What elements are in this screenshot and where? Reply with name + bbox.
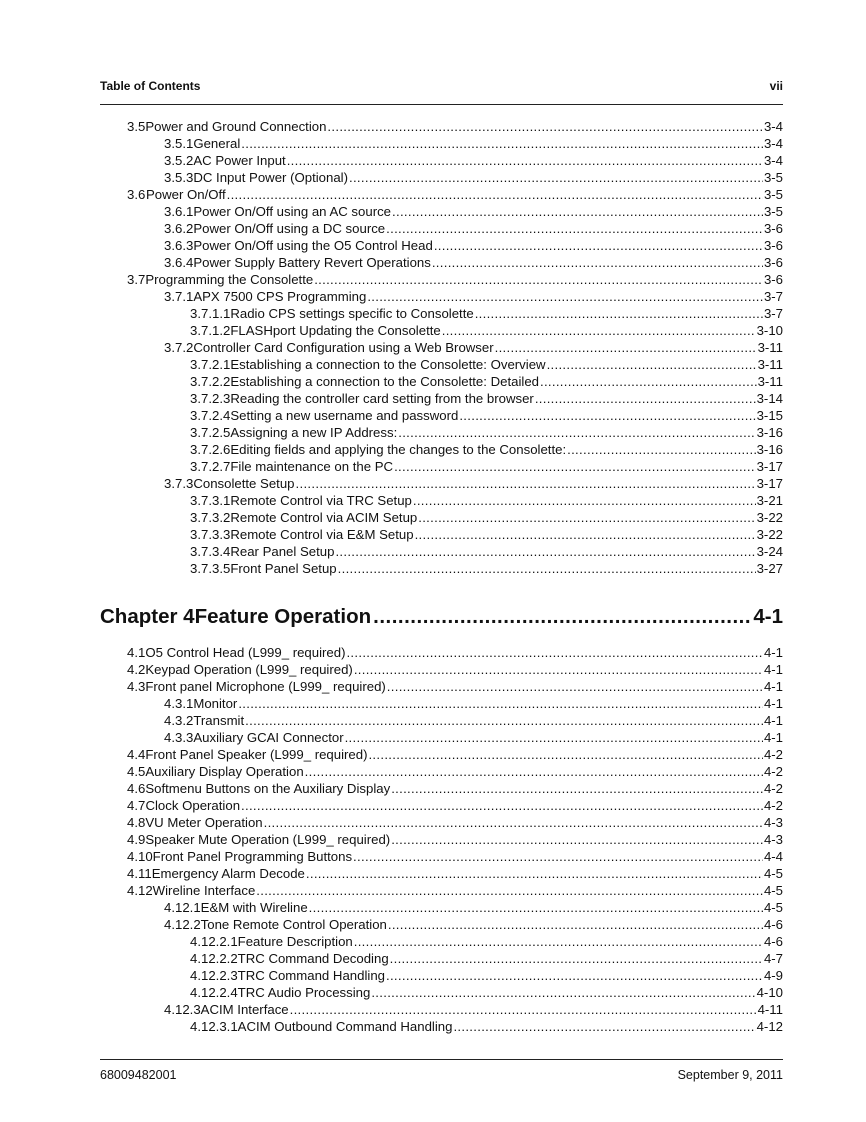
toc-leader-dots	[309, 900, 763, 915]
header-page-number: vii	[769, 79, 783, 93]
toc-entry-page: 4-6	[763, 934, 783, 949]
toc-leader-dots	[335, 544, 755, 559]
toc-entry[interactable]	[127, 660, 783, 677]
toc-entry-title: Power Supply Battery Revert Operations	[193, 255, 431, 270]
toc-entry[interactable]	[127, 830, 783, 847]
toc-entry[interactable]	[164, 694, 783, 711]
toc-leader-dots	[475, 306, 763, 321]
toc-entry-page: 3-27	[756, 561, 783, 576]
toc-entry[interactable]	[190, 304, 783, 321]
toc-entry-title: TRC Audio Processing	[237, 985, 371, 1000]
toc-entry-page: 3-4	[763, 153, 783, 168]
toc-leader-dots	[540, 374, 757, 389]
toc-entry[interactable]	[164, 151, 783, 168]
toc-entry-title: Front Panel Setup	[230, 561, 337, 576]
toc-entry-number: 3.6.3	[164, 238, 194, 253]
toc-leader-dots	[495, 340, 757, 355]
toc-leader-dots	[453, 1019, 755, 1034]
toc-entry-page: 3-14	[756, 391, 783, 406]
toc-entry-page: 3-4	[763, 119, 783, 134]
toc-entry-title: Monitor	[193, 696, 238, 711]
toc-entry[interactable]	[127, 270, 783, 287]
toc-entry[interactable]	[190, 457, 783, 474]
toc-entry-page: 3-16	[756, 425, 783, 440]
toc-entry[interactable]	[164, 236, 783, 253]
toc-entry[interactable]	[190, 1017, 783, 1034]
toc-entry-page: 4-10	[756, 985, 783, 1000]
toc-entry[interactable]	[190, 508, 783, 525]
toc-entry-title: Tone Remote Control Operation	[200, 917, 387, 932]
toc-entry-number: 4.11	[127, 866, 152, 881]
toc-entry[interactable]	[190, 491, 783, 508]
toc-entry-number: 3.7.2	[164, 340, 194, 355]
toc-entry-number: 4.12.1	[164, 900, 201, 915]
toc-entry-number: 3.7.2.7	[190, 459, 231, 474]
toc-entry[interactable]	[127, 762, 783, 779]
toc-entry-number: 3.6.4	[164, 255, 194, 270]
toc-entry-title: Controller Card Configuration using a Web Browser	[193, 340, 494, 355]
toc-entry-number: 4.12	[127, 883, 153, 898]
toc-entry-title: Power On/Off using the O5 Control Head	[193, 238, 433, 253]
toc-entry-number: 3.7.2.5	[190, 425, 231, 440]
toc-entry-page: 3-11	[757, 357, 783, 372]
toc-entry-page: 3-7	[763, 306, 783, 321]
toc-leader-dots	[415, 527, 756, 542]
chapter-page: 4-1	[753, 605, 783, 628]
toc-leader-dots	[567, 442, 755, 457]
toc-entry-title: Power and Ground Connection	[145, 119, 327, 134]
toc-entry-page: 4-12	[756, 1019, 783, 1034]
toc-entry[interactable]	[127, 677, 783, 694]
toc-entry-title: O5 Control Head (L999_ required)	[145, 645, 346, 660]
toc-leader-dots	[296, 476, 756, 491]
toc-leader-dots	[290, 1002, 757, 1017]
toc-entry-number: 3.7.3.4	[190, 544, 231, 559]
toc-entry[interactable]	[127, 881, 783, 898]
toc-leader-dots	[459, 408, 755, 423]
toc-leader-dots	[354, 934, 763, 949]
toc-entry-number: 3.7.2.1	[190, 357, 231, 372]
toc-entry-number: 3.7.1.2	[190, 323, 231, 338]
toc-entry[interactable]	[190, 389, 783, 406]
toc-leader-dots	[256, 883, 763, 898]
toc-entry-page: 3-17	[756, 476, 783, 491]
toc-entry-page: 3-21	[756, 493, 783, 508]
toc-entry-page: 3-5	[763, 187, 783, 202]
footer-divider	[100, 1059, 783, 1060]
toc-entry-page: 3-4	[763, 136, 783, 151]
toc-entry-title: Establishing a connection to the Consolette: Detailed	[230, 374, 539, 389]
toc-entry-page: 3-6	[763, 221, 783, 236]
toc-entry-page: 4-2	[763, 747, 783, 762]
toc-entry-title: Clock Operation	[145, 798, 241, 813]
toc-entry-title: Establishing a connection to the Consolette: Overview	[230, 357, 546, 372]
toc-entry[interactable]	[127, 745, 783, 762]
toc-leader-dots	[238, 696, 763, 711]
toc-entry-number: 4.12.2.3	[190, 968, 238, 983]
toc-leader-dots	[390, 951, 763, 966]
toc-leader-dots	[227, 187, 763, 202]
toc-entry-title: ACIM Interface	[200, 1002, 289, 1017]
chapter-label: Chapter 4	[100, 605, 195, 628]
toc-entry-page: 3-17	[756, 459, 783, 474]
toc-entry-title: Softmenu Buttons on the Auxiliary Display	[145, 781, 391, 796]
toc-entry-title: E&M with Wireline	[200, 900, 308, 915]
toc-entry-page: 4-1	[763, 713, 783, 728]
toc-entry-number: 3.7.2.4	[190, 408, 231, 423]
toc-entry-page: 3-15	[756, 408, 783, 423]
toc-entry-number: 3.7	[127, 272, 146, 287]
toc-entry-title: APX 7500 CPS Programming	[193, 289, 367, 304]
toc-entry-number: 3.7.2.2	[190, 374, 231, 389]
toc-leader-dots	[413, 493, 756, 508]
toc-leader-dots	[327, 119, 763, 134]
toc-leader-dots	[305, 764, 763, 779]
toc-entry[interactable]	[127, 813, 783, 830]
toc-entry-page: 4-1	[763, 662, 783, 677]
toc-entry-number: 4.12.3.1	[190, 1019, 238, 1034]
toc-entry-number: 3.7.2.6	[190, 442, 231, 457]
toc-leader-dots	[398, 425, 755, 440]
toc-entry-page: 4-6	[763, 917, 783, 932]
toc-entry[interactable]	[164, 711, 783, 728]
toc-entry[interactable]	[127, 643, 783, 660]
toc-entry-page: 3-22	[756, 527, 783, 542]
toc-entry-page: 4-3	[763, 832, 783, 847]
toc-entry-page: 4-4	[763, 849, 783, 864]
toc-entry-page: 4-5	[763, 883, 783, 898]
toc-entry-page: 4-1	[763, 730, 783, 745]
toc-entry-number: 4.7	[127, 798, 146, 813]
footer-date: September 9, 2011	[677, 1068, 783, 1082]
toc-leader-dots	[434, 238, 763, 253]
toc-entry-title: Reading the controller card setting from the browser	[230, 391, 534, 406]
toc-entry-title: Remote Control via ACIM Setup	[230, 510, 418, 525]
toc-entry-page: 3-11	[757, 374, 783, 389]
toc-entry[interactable]	[164, 168, 783, 185]
toc-entry-title: AC Power Input	[193, 153, 286, 168]
toc-leader-dots	[349, 170, 763, 185]
toc-entry[interactable]	[190, 542, 783, 559]
toc-entry-number: 3.7.3.1	[190, 493, 231, 508]
toc-leader-dots	[391, 781, 763, 796]
toc-entry-page: 4-11	[757, 1002, 783, 1017]
toc-entry-page: 4-2	[763, 764, 783, 779]
toc-entry-number: 3.5	[127, 119, 146, 134]
toc-entry[interactable]	[164, 728, 783, 745]
toc-entry-number: 4.2	[127, 662, 146, 677]
toc-entry-page: 3-6	[763, 272, 783, 287]
toc-leader-dots	[241, 798, 763, 813]
toc-entry-title: Assigning a new IP Address:	[230, 425, 398, 440]
toc-leader-dots	[387, 679, 763, 694]
toc-entry-title: Auxiliary GCAI Connector	[193, 730, 344, 745]
toc-entry-number: 3.5.2	[164, 153, 194, 168]
toc-entry-number: 3.7.1.1	[190, 306, 231, 321]
toc-entry-page: 4-1	[763, 679, 783, 694]
toc-entry[interactable]	[127, 779, 783, 796]
toc-entry-title: Setting a new username and password	[230, 408, 459, 423]
toc-entry-page: 4-1	[763, 696, 783, 711]
toc-entry-title: Power On/Off using a DC source	[193, 221, 386, 236]
toc-entry[interactable]	[164, 287, 783, 304]
toc-entry-title: Wireline Interface	[152, 883, 256, 898]
toc-entry[interactable]	[190, 932, 783, 949]
toc-entry-page: 4-5	[763, 900, 783, 915]
toc-entry-title: File maintenance on the PC	[230, 459, 394, 474]
toc-entry-number: 4.6	[127, 781, 146, 796]
toc-entry-title: VU Meter Operation	[145, 815, 263, 830]
toc-entry-number: 4.3.1	[164, 696, 194, 711]
toc-entry-title: Power On/Off using an AC source	[193, 204, 392, 219]
toc-leader-dots	[241, 136, 763, 151]
toc-entry-number: 4.3.2	[164, 713, 194, 728]
toc-entry-title: Radio CPS settings specific to Consolette	[230, 306, 474, 321]
toc-entry[interactable]	[164, 134, 783, 151]
toc-entry-number: 3.7.1	[164, 289, 194, 304]
toc-entry-page: 3-22	[756, 510, 783, 525]
toc-entry-title: Editing fields and applying the changes to the Consolette:	[230, 442, 567, 457]
toc-entry-page: 4-3	[763, 815, 783, 830]
toc-entry[interactable]	[164, 219, 783, 236]
header-divider	[100, 104, 783, 105]
toc-entry[interactable]	[164, 474, 783, 491]
toc-leader-dots	[418, 510, 755, 525]
toc-entry-number: 3.7.3.3	[190, 527, 231, 542]
toc-entry[interactable]	[127, 796, 783, 813]
toc-entry-page: 3-24	[756, 544, 783, 559]
toc-entry[interactable]	[190, 355, 783, 372]
toc-entry[interactable]	[127, 185, 783, 202]
toc-leader-dots	[368, 747, 762, 762]
toc-entry[interactable]	[164, 338, 783, 355]
toc-entry-number: 4.5	[127, 764, 146, 779]
toc-entry[interactable]	[127, 847, 783, 864]
toc-entry-title: TRC Command Handling	[237, 968, 385, 983]
toc-entry[interactable]	[127, 864, 783, 881]
toc-entry-number: 4.3	[127, 679, 146, 694]
toc-entry-number: 4.12.3	[164, 1002, 201, 1017]
footer-doc-number: 68009482001	[100, 1068, 177, 1082]
toc-entry[interactable]	[164, 1000, 783, 1017]
toc-leader-dots	[287, 153, 763, 168]
toc-entry[interactable]	[127, 117, 783, 134]
toc-entry-page: 4-7	[763, 951, 783, 966]
toc-entry-title: Consolette Setup	[193, 476, 295, 491]
chapter-title: Feature Operation	[194, 605, 372, 628]
toc-entry-title: Remote Control via E&M Setup	[230, 527, 414, 542]
toc-entry-number: 3.6	[127, 187, 146, 202]
toc-entry[interactable]	[190, 559, 783, 576]
toc-entry-title: Rear Panel Setup	[230, 544, 335, 559]
toc-leader-dots	[547, 357, 757, 372]
toc-entry-number: 3.7.3	[164, 476, 194, 491]
toc-entry-number: 4.1	[127, 645, 146, 660]
toc-entry-number: 3.7.3.5	[190, 561, 231, 576]
toc-leader-dots	[386, 968, 763, 983]
toc-entry-page: 3-16	[756, 442, 783, 457]
toc-entry-page: 3-6	[763, 255, 783, 270]
toc-entry-page: 4-2	[763, 781, 783, 796]
toc-entry-number: 3.6.2	[164, 221, 194, 236]
toc-entry[interactable]	[190, 406, 783, 423]
toc-entry-number: 4.8	[127, 815, 146, 830]
toc-entry-number: 3.5.1	[164, 136, 194, 151]
toc-entry-page: 4-2	[763, 798, 783, 813]
toc-entry-number: 4.10	[127, 849, 153, 864]
toc-entry-number: 4.4	[127, 747, 146, 762]
toc-leader-dots	[388, 917, 763, 932]
toc-leader-dots	[338, 561, 756, 576]
toc-entry-title: Remote Control via TRC Setup	[230, 493, 412, 508]
toc-entry-title: DC Input Power (Optional)	[193, 170, 348, 185]
toc-entry-title: Transmit	[193, 713, 245, 728]
toc-entry-title: Front Panel Speaker (L999_ required)	[145, 747, 368, 762]
toc-entry[interactable]	[190, 966, 783, 983]
toc-entry[interactable]	[164, 915, 783, 932]
toc-entry[interactable]	[164, 898, 783, 915]
toc-leader-dots	[371, 985, 755, 1000]
toc-entry-number: 4.12.2	[164, 917, 201, 932]
toc-entry-page: 3-5	[763, 170, 783, 185]
toc-entry[interactable]	[164, 253, 783, 270]
toc-entry[interactable]	[190, 983, 783, 1000]
toc-entry-title: Front panel Microphone (L999_ required)	[145, 679, 386, 694]
toc-entry-title: Auxiliary Display Operation	[145, 764, 304, 779]
toc-entry-title: Front Panel Programming Buttons	[152, 849, 353, 864]
toc-entry-title: Emergency Alarm Decode	[151, 866, 305, 881]
toc-entry[interactable]	[190, 423, 783, 440]
toc-entry[interactable]	[190, 525, 783, 542]
toc-entry-title: FLASHport Updating the Consolette	[230, 323, 441, 338]
toc-entry[interactable]	[190, 372, 783, 389]
toc-leader-dots	[432, 255, 763, 270]
toc-leader-dots	[264, 815, 763, 830]
toc-leader-dots	[354, 662, 763, 677]
toc-entry-number: 4.12.2.1	[190, 934, 238, 949]
toc-leader-dots	[442, 323, 756, 338]
toc-entry-page: 3-6	[763, 238, 783, 253]
toc-entry-title: Power On/Off	[145, 187, 226, 202]
toc-entry[interactable]	[190, 949, 783, 966]
toc-entry-title: TRC Command Decoding	[237, 951, 389, 966]
header-title: Table of Contents	[100, 79, 201, 93]
toc-leader-dots	[345, 730, 763, 745]
toc-leader-dots	[386, 221, 763, 236]
toc-entry-page: 4-5	[763, 866, 783, 881]
toc-entry-title: ACIM Outbound Command Handling	[237, 1019, 453, 1034]
toc-entry-page: 4-1	[763, 645, 783, 660]
toc-entry-page: 3-5	[763, 204, 783, 219]
toc-entry-title: Keypad Operation (L999_ required)	[145, 662, 353, 677]
toc-entry-number: 3.7.2.3	[190, 391, 231, 406]
toc-leader-dots	[314, 272, 763, 287]
toc-leader-dots	[392, 204, 763, 219]
toc-entry-page: 3-7	[763, 289, 783, 304]
toc-entry-number: 4.12.2.2	[190, 951, 238, 966]
toc-entry-number: 4.3.3	[164, 730, 194, 745]
toc-entry[interactable]	[190, 440, 783, 457]
toc-entry-page: 4-9	[763, 968, 783, 983]
toc-leader-dots	[535, 391, 756, 406]
toc-leader-dots	[391, 832, 763, 847]
toc-entry-number: 3.6.1	[164, 204, 194, 219]
toc-leader-dots	[346, 645, 762, 660]
toc-entry[interactable]	[190, 321, 783, 338]
toc-entry-number: 4.9	[127, 832, 146, 847]
toc-entry-title: Feature Description	[237, 934, 353, 949]
chapter-leader-dots	[373, 605, 751, 629]
toc-entry-page: 3-10	[756, 323, 783, 338]
toc-entry-title: Speaker Mute Operation (L999_ required)	[145, 832, 391, 847]
toc-leader-dots	[367, 289, 763, 304]
toc-leader-dots	[353, 849, 763, 864]
toc-entry[interactable]	[164, 202, 783, 219]
toc-entry-title: Programming the Consolette	[145, 272, 314, 287]
toc-leader-dots	[394, 459, 756, 474]
toc-leader-dots	[306, 866, 763, 881]
toc-entry-title: General	[193, 136, 241, 151]
toc-entry-page: 3-11	[757, 340, 783, 355]
toc-leader-dots	[245, 713, 763, 728]
toc-entry-number: 4.12.2.4	[190, 985, 238, 1000]
toc-entry-number: 3.5.3	[164, 170, 194, 185]
toc-entry-number: 3.7.3.2	[190, 510, 231, 525]
chapter-heading[interactable]	[100, 601, 783, 629]
